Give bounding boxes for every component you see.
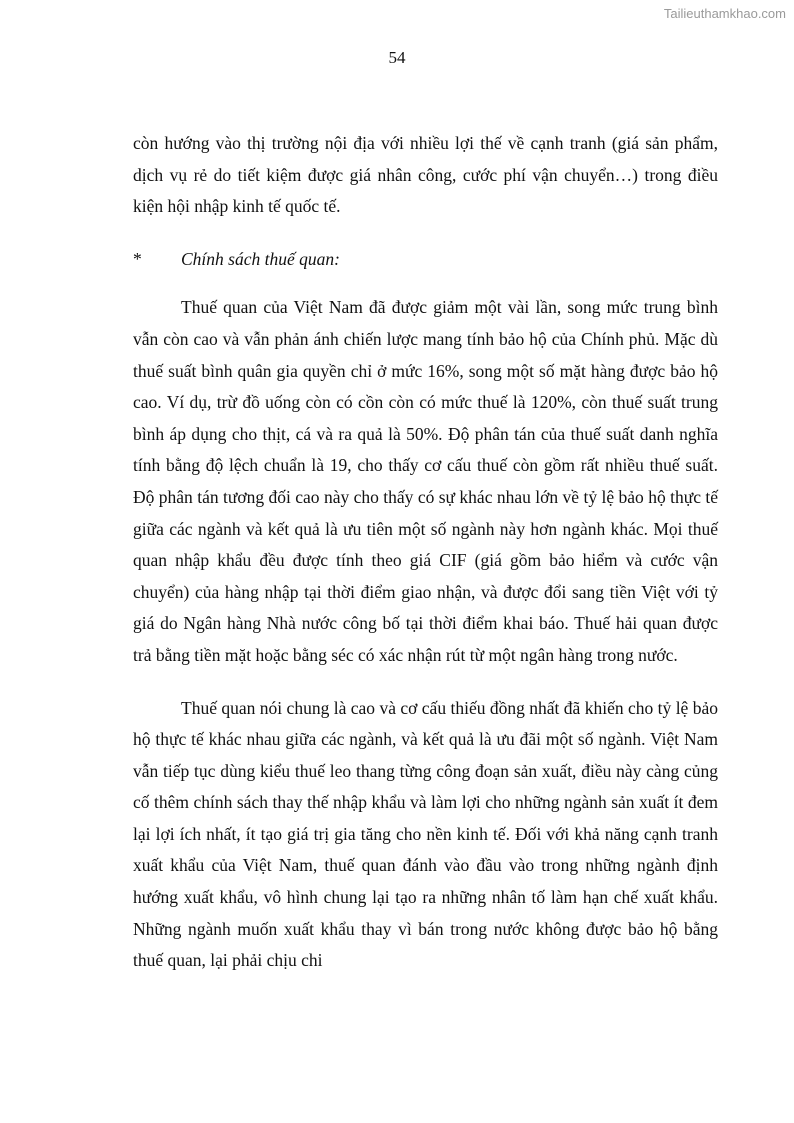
section-title: Chính sách thuế quan: (181, 248, 340, 269)
section-heading (133, 244, 718, 276)
watermark: Tailieuthamkhao.com (663, 6, 786, 21)
paragraph-tariff-effects: Thuế quan nói chung là cao và cơ cấu thiếu đồng nhất đã khiến cho tỷ lệ bảo hộ thực tế khác nhau giữa các ngành, và kết quả là ưu đãi một số ngành. Việt Nam vẫn tiếp tục dùng kiểu thuế leo thang từng công đoạn sản xuất, điều này càng củng cố thêm chính sách thay thế nhập khẩu và làm lợi cho những ngành sản xuất ít đem lại lợi ích nhất, ít tạo giá trị gia tăng cho nền kinh tế. Đối với khả năng cạnh tranh xuất khẩu của Việt Nam, thuế quan đánh vào đầu vào trong những ngành định hướng xuất khẩu, vô hình chung lại tạo ra những nhân tố làm hạn chế xuất khẩu. Những ngành muốn xuất khẩu thay vì bán trong nước không được bảo hộ bằng thuế quan, lại phải chịu chi (133, 697, 718, 971)
page-number: 54 (388, 48, 406, 67)
paragraph-intro: còn hướng vào thị trường nội địa với nhiều lợi thế về cạnh tranh (giá sản phẩm, dịch vụ rẻ do tiết kiệm được giá nhân công, cước phí vận chuyển…) trong điều kiện hội nhập kinh tế quốc tế. (133, 133, 718, 217)
bullet-marker: * (133, 248, 142, 269)
document-body (133, 128, 718, 977)
paragraph-tariff-overview: Thuế quan của Việt Nam đã được giảm một vài lần, song mức trung bình vẫn còn cao và vẫn phản ánh chiến lược mang tính bảo hộ của Chính phủ. Mặc dù thuế suất bình quân gia quyền chỉ ở mức 16%, song một số mặt hàng được bảo hộ cao. Ví dụ, trừ đồ uống còn có cồn còn có mức thuế là 120%, còn thuế suất trung bình áp dụng cho thịt, cá và ra quả là 50%. Độ phân tán của thuế suất danh nghĩa tính bằng độ lệch chuẩn là 19, cho thấy cơ cấu thuế còn gồm rất nhiều thuế suất. Độ phân tán tương đối cao này cho thấy có sự khác nhau lớn về tỷ lệ bảo hộ thực tế giữa các ngành và kết quả là ưu tiên một số ngành này hơn ngành khác. Mọi thuế quan nhập khẩu đều được tính theo giá CIF (giá gồm bảo hiểm và cước vận chuyển) của hàng nhập tại thời điểm giao nhận, và được đổi sang tiền Việt với tỷ giá do Ngân hàng Nhà nước công bố tại thời điểm khai báo. Thuế hải quan được trả bằng tiền mặt hoặc bằng séc có xác nhận rút từ một ngân hàng trong nước. (133, 297, 718, 665)
